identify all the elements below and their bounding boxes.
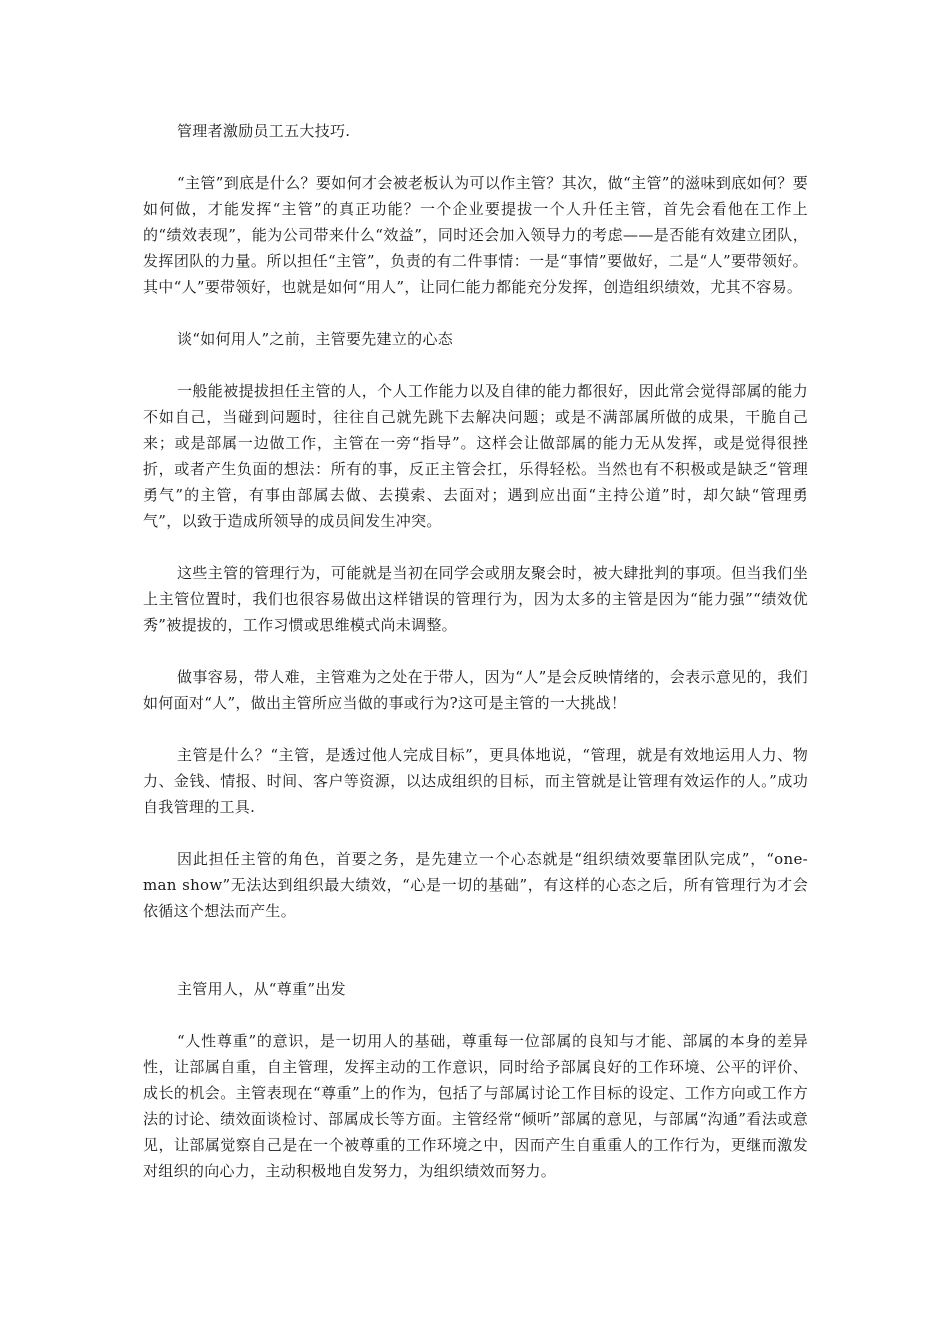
paragraph-what-is-manager: “主管”到底是什么？要如何才会被老板认为可以作主管？其次，做“主管”的滋味到底如何？要如何做，才能发挥“主管”的真正功能？一个企业要提拔一个人升任主管，首先会看他在工作上的“绩效表现”，能为公司带来什么“效益”，同时还会加入领导力的考虑——是否能有效建立团队，发挥团队的力量。所以担任“主管”，负责的有二件事情：一是“事情”要做好，二是“人”要带领好。其中“人”要带领好，也就是如何“用人”，让同仁能力都能充分发挥，创造组织绩效，尤其不容易。 bbox=[143, 174, 808, 296]
spacer bbox=[143, 716, 808, 742]
paragraph-respect: “人性尊重”的意识，是一切用人的基础，尊重每一位部属的良知与才能、部属的本身的差异性，让部属自重，自主管理，发挥主动的工作意识，同时给予部属良好的工作环境、公平的评价、成长的机会。主管表现在“尊重”上的作为，包括了与部属讨论工作目标的设定、工作方向或工作方法的讨论、绩效面谈检讨、部属成长等方面。主管经常“倾听”部属的意见，与部属“沟通”看法或意见，让部属觉察自己是在一个被尊重的工作环境之中，因而产生自重重人的工作行为，更继而激发对组织的向心力，主动积极地自发努力，为组织绩效而努力。 bbox=[143, 1032, 808, 1180]
spacer bbox=[143, 820, 808, 846]
spacer bbox=[143, 1002, 808, 1028]
document-body bbox=[143, 118, 808, 1184]
paragraph-leading-people: 做事容易，带人难，主管难为之处在于带人，因为“人”是会反映情绪的，会表示意见的，我们如何面对“人”，做出主管所应当做的事或行为?这可是主管的一大挑战！ bbox=[143, 668, 808, 712]
paragraph-management-behaviour: 这些主管的管理行为，可能就是当初在同学会或朋友聚会时，被大肆批判的事项。但当我们坐上主管位置时，我们也很容易做出这样错误的管理行为，因为太多的主管是因为“能力强”“绩效优秀”被提拔的，工作习惯或思维模式尚未调整。 bbox=[143, 564, 808, 634]
paragraph-team-mindset: 因此担任主管的角色，首要之务，是先建立一个心态就是“组织绩效要靠团队完成”，“one-man show”无法达到组织最大绩效，“心是一切的基础”，有这样的心态之后，所有管理行为才会依循这个想法而产生。 bbox=[143, 850, 808, 920]
section-heading-mindset: 谈“如何用人”之前，主管要先建立的心态 bbox=[177, 330, 454, 348]
spacer bbox=[143, 638, 808, 664]
spacer bbox=[143, 300, 808, 326]
paragraph-definition: 主管是什么？“主管，是透过他人完成目标”，更具体地说，“管理，就是有效地运用人力、物力、金钱、情报、时间、客户等资源，以达成组织的目标，而主管就是让管理有效运作的人。”成功自我管理的工具. bbox=[143, 746, 808, 816]
spacer bbox=[143, 924, 808, 976]
section-heading-respect: 主管用人，从“尊重”出发 bbox=[177, 980, 346, 998]
spacer bbox=[143, 352, 808, 378]
paragraph-promoted-managers: 一般能被提拔担任主管的人，个人工作能力以及自律的能力都很好，因此常会觉得部属的能力不如自己，当碰到问题时，往往自己就先跳下去解决问题；或是不满部属所做的成果，干脆自己来；或是部属一边做工作，主管在一旁“指导”。这样会让做部属的能力无从发挥，或是觉得很挫折，或者产生负面的想法：所有的事，反正主管会扛，乐得轻松。当然也有不积极或是缺乏“管理勇气”的主管，有事由部属去做、去摸索、去面对；遇到应出面“主持公道”时，却欠缺“管理勇气”，以致于造成所领导的成员间发生冲突。 bbox=[143, 382, 808, 530]
document-title: 管理者激励员工五大技巧. bbox=[177, 122, 351, 140]
spacer bbox=[143, 144, 808, 170]
spacer bbox=[143, 534, 808, 560]
